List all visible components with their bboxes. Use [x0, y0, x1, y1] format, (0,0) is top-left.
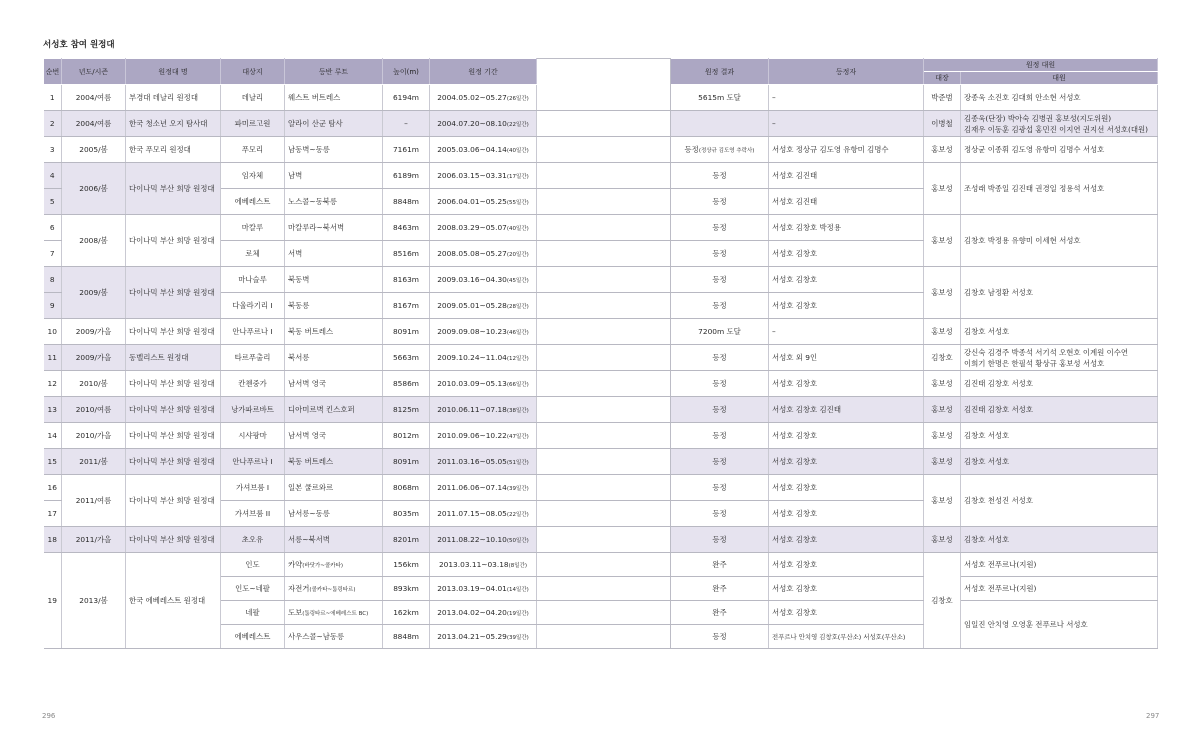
cell-target: 네팔 [221, 601, 285, 625]
cell-team: 다이나믹 부산 희망 원정대 [126, 423, 221, 449]
cell-target: 파미르고원 [221, 111, 285, 137]
header-season: 년도/시즌 [62, 59, 126, 85]
table-row [44, 215, 1158, 241]
cell-height: 8035m [383, 501, 430, 527]
cell-team: 부경대 데날리 원정대 [126, 85, 221, 111]
cell-no: 15 [44, 449, 62, 475]
page-gutter [537, 59, 671, 85]
table-row [44, 423, 1158, 449]
cell-result: 등정 [671, 241, 769, 267]
cell-summiteers: 서성호 김창호 [769, 475, 924, 501]
cell-result: 등정 [671, 527, 769, 553]
cell-result: 등정 [671, 293, 769, 319]
cell-leader: 김창호 [924, 345, 961, 371]
cell-period: 2011.07.15~08.05(22일간) [430, 501, 537, 527]
cell-summiteers: 서성호 외 9인 [769, 345, 924, 371]
cell-target: 인도~네팔 [221, 577, 285, 601]
cell-team: 다이나믹 부산 희망 원정대 [126, 163, 221, 215]
cell-period: 2011.08.22~10.10(50일간) [430, 527, 537, 553]
cell-height: 8848m [383, 625, 430, 649]
cell-height: 8848m [383, 189, 430, 215]
cell-height: 6194m [383, 85, 430, 111]
cell-period: 2010.09.06~10.22(47일간) [430, 423, 537, 449]
cell-period: 2006.03.15~03.31(17일간) [430, 163, 537, 189]
cell-height: 8012m [383, 423, 430, 449]
cell-summiteers: 서성호 김창호 [769, 371, 924, 397]
cell-target: 임자체 [221, 163, 285, 189]
cell-result: 등정 [671, 475, 769, 501]
cell-members: 김창호 서성호 [961, 449, 1158, 475]
cell-summiteers: 서성호 김창호 [769, 293, 924, 319]
header-target: 대상지 [221, 59, 285, 85]
cell-target: 타르푸출리 [221, 345, 285, 371]
header-no: 순번 [44, 59, 62, 85]
cell-period: 2010.03.09~05.13(66일간) [430, 371, 537, 397]
cell-height: 6189m [383, 163, 430, 189]
cell-target: 데날리 [221, 85, 285, 111]
cell-season: 2008/봄 [62, 215, 126, 267]
cell-route: 남서벽 영국 [285, 423, 383, 449]
cell-leader: 홍보성 [924, 371, 961, 397]
cell-leader: 홍보성 [924, 267, 961, 319]
cell-summiteers: 전푸르나 안치영 김창호(무산소) 서성호(무산소) [769, 625, 924, 649]
cell-leader: 홍보성 [924, 163, 961, 215]
cell-members: 김창호 서성호 [961, 527, 1158, 553]
cell-route: 서벽 [285, 241, 383, 267]
cell-period: 2005.03.06~04.14(40일간) [430, 137, 537, 163]
header-route: 등반 루트 [285, 59, 383, 85]
cell-result: 등정 [671, 371, 769, 397]
cell-summiteers: – [769, 319, 924, 345]
cell-no: 12 [44, 371, 62, 397]
cell-result: 등정 [671, 625, 769, 649]
cell-height: 8091m [383, 319, 430, 345]
cell-team: 다이나믹 부산 희망 원정대 [126, 267, 221, 319]
cell-route: 북서릉 [285, 345, 383, 371]
cell-no: 10 [44, 319, 62, 345]
page-number-right: 297 [1146, 712, 1160, 720]
cell-route: 마칼루라~북서벽 [285, 215, 383, 241]
cell-period: 2010.06.11~07.18(38일간) [430, 397, 537, 423]
cell-season: 2009/가을 [62, 319, 126, 345]
cell-result: 등정 [671, 449, 769, 475]
cell-route: 노스콜~동북릉 [285, 189, 383, 215]
cell-season: 2009/봄 [62, 267, 126, 319]
table-row [44, 85, 1158, 111]
cell-summiteers: 서성호 김창호 [769, 423, 924, 449]
page-title: 서성호 참여 원정대 [43, 40, 115, 50]
header-members-group: 원정 대원 [924, 59, 1158, 72]
cell-members: 김창호 박정용 유향미 이세현 서성호 [961, 215, 1158, 267]
cell-team: 한국 에베레스트 원정대 [126, 553, 221, 649]
cell-result: 등정(정상규 김도영 추락사) [671, 137, 769, 163]
cell-height: 7161m [383, 137, 430, 163]
cell-route: 북동벽 [285, 267, 383, 293]
page-number-left: 296 [42, 712, 56, 720]
cell-season: 2006/봄 [62, 163, 126, 215]
cell-result: 완주 [671, 577, 769, 601]
cell-no: 19 [44, 553, 62, 649]
cell-summiteers: 서성호 김창호 [769, 501, 924, 527]
cell-result: 7200m 도달 [671, 319, 769, 345]
cell-period: 2013.04.21~05.29(39일간) [430, 625, 537, 649]
cell-route: 서릉~북서벽 [285, 527, 383, 553]
header-height: 높이(m) [383, 59, 430, 85]
table-row [44, 527, 1158, 553]
cell-route: 북동 버트레스 [285, 319, 383, 345]
cell-season: 2011/가을 [62, 527, 126, 553]
table-row [44, 319, 1158, 345]
cell-no: 18 [44, 527, 62, 553]
cell-height: 162km [383, 601, 430, 625]
cell-members: 김진태 김창호 서성호 [961, 397, 1158, 423]
cell-season: 2011/봄 [62, 449, 126, 475]
cell-members: 강신숙 김경주 박종석 서기석 오현호 이계원 이수연 이희기 한명은 한필석 황상규 홍보성 서성호 [961, 345, 1158, 371]
cell-leader: 김창호 [924, 553, 961, 649]
cell-leader: 홍보성 [924, 319, 961, 345]
cell-result [671, 111, 769, 137]
cell-result: 5615m 도달 [671, 85, 769, 111]
header-summiteers: 등정자 [769, 59, 924, 85]
cell-summiteers: 서성호 김창호 [769, 601, 924, 625]
cell-route: 사우스콜~남동릉 [285, 625, 383, 649]
header-leader: 대장 [924, 72, 961, 85]
cell-leader: 홍보성 [924, 137, 961, 163]
cell-members: 김진태 김창호 서성호 [961, 371, 1158, 397]
cell-season: 2010/봄 [62, 371, 126, 397]
cell-summiteers: – [769, 111, 924, 137]
cell-members: 김창호 서성호 [961, 423, 1158, 449]
cell-result: 등정 [671, 215, 769, 241]
table-row [44, 163, 1158, 189]
cell-leader: 박준범 [924, 85, 961, 111]
cell-no: 9 [44, 293, 62, 319]
cell-result: 완주 [671, 601, 769, 625]
cell-period: 2013.03.11~03.18(8일간) [430, 553, 537, 577]
cell-result: 등정 [671, 267, 769, 293]
table-row [44, 345, 1158, 371]
cell-summiteers: 서성호 김창호 박정용 [769, 215, 924, 241]
cell-target: 시샤팡마 [221, 423, 285, 449]
cell-period: 2013.04.02~04.20(19일간) [430, 601, 537, 625]
cell-summiteers: 서성호 김창호 김진태 [769, 397, 924, 423]
cell-summiteers: – [769, 85, 924, 111]
cell-period: 2011.03.16~05.05(51일간) [430, 449, 537, 475]
cell-team: 다이나믹 부산 희망 원정대 [126, 527, 221, 553]
header-members: 대원 [961, 72, 1158, 85]
cell-height: 8463m [383, 215, 430, 241]
cell-no: 7 [44, 241, 62, 267]
cell-no: 13 [44, 397, 62, 423]
cell-leader: 홍보성 [924, 423, 961, 449]
cell-no: 5 [44, 189, 62, 215]
cell-period: 2009.10.24~11.04(12일간) [430, 345, 537, 371]
cell-result: 등정 [671, 423, 769, 449]
cell-period: 2008.05.08~05.27(20일간) [430, 241, 537, 267]
cell-leader: 홍보성 [924, 449, 961, 475]
cell-target: 다울라기리 I [221, 293, 285, 319]
cell-team: 다이나믹 부산 희망 원정대 [126, 397, 221, 423]
cell-route: 북동 버트레스 [285, 449, 383, 475]
cell-route: 일본 쿨르와르 [285, 475, 383, 501]
cell-route: 도보(툼링타르~에베레스트 BC) [285, 601, 383, 625]
cell-height: 8091m [383, 449, 430, 475]
cell-height: 8201m [383, 527, 430, 553]
cell-team: 한국 청소년 오지 탐사대 [126, 111, 221, 137]
cell-period: 2013.03.19~04.01(14일간) [430, 577, 537, 601]
cell-period: 2006.04.01~05.25(55일간) [430, 189, 537, 215]
cell-members: 김창호 남정환 서성호 [961, 267, 1158, 319]
cell-season: 2010/가을 [62, 423, 126, 449]
cell-height: 8068m [383, 475, 430, 501]
cell-route: 남서벽 영국 [285, 371, 383, 397]
table-row [44, 553, 1158, 577]
cell-team: 다이나믹 부산 희망 원정대 [126, 319, 221, 345]
cell-leader: 홍보성 [924, 527, 961, 553]
cell-result: 완주 [671, 553, 769, 577]
cell-members: 서성호 전푸르나(지원) [961, 553, 1158, 577]
cell-height: – [383, 111, 430, 137]
cell-no: 3 [44, 137, 62, 163]
cell-target: 에베레스트 [221, 625, 285, 649]
cell-summiteers: 서성호 김창호 [769, 577, 924, 601]
cell-target: 가셔브룸 I [221, 475, 285, 501]
cell-members: 서성호 전푸르나(지원) [961, 577, 1158, 601]
cell-result: 등정 [671, 345, 769, 371]
cell-height: 8163m [383, 267, 430, 293]
cell-summiteers: 서성호 김진태 [769, 189, 924, 215]
cell-summiteers: 서성호 김창호 [769, 449, 924, 475]
cell-season: 2013/봄 [62, 553, 126, 649]
cell-team: 동벨리스트 원정대 [126, 345, 221, 371]
cell-target: 초오유 [221, 527, 285, 553]
cell-leader: 이병철 [924, 111, 961, 137]
cell-team: 다이나믹 부산 희망 원정대 [126, 371, 221, 397]
cell-target: 마나슬루 [221, 267, 285, 293]
cell-season: 2011/여름 [62, 475, 126, 527]
cell-target: 에베레스트 [221, 189, 285, 215]
cell-target: 안나푸르나 I [221, 319, 285, 345]
cell-target: 낭가파르바트 [221, 397, 285, 423]
cell-leader: 홍보성 [924, 475, 961, 527]
table-row [44, 449, 1158, 475]
cell-period: 2009.03.16~04.30(45일간) [430, 267, 537, 293]
cell-summiteers: 서성호 김창호 [769, 553, 924, 577]
cell-summiteers: 서성호 김창호 [769, 241, 924, 267]
cell-route: 카약(바닷가~콜카타) [285, 553, 383, 577]
cell-target: 인도 [221, 553, 285, 577]
cell-route: 남동벽~동릉 [285, 137, 383, 163]
cell-members: 김창호 서성호 [961, 319, 1158, 345]
cell-summiteers: 서성호 정상규 김도영 유항미 김명수 [769, 137, 924, 163]
cell-leader: 홍보성 [924, 397, 961, 423]
cell-route: 남서릉~동릉 [285, 501, 383, 527]
cell-route: 웨스트 버트레스 [285, 85, 383, 111]
cell-members: 조성래 박종일 김진태 권경일 정용석 서성호 [961, 163, 1158, 215]
cell-no: 17 [44, 501, 62, 527]
cell-route: 디아미르벽 킨스호퍼 [285, 397, 383, 423]
cell-no: 1 [44, 85, 62, 111]
cell-height: 893km [383, 577, 430, 601]
cell-route: 알라이 산군 탐사 [285, 111, 383, 137]
cell-season: 2004/여름 [62, 111, 126, 137]
cell-period: 2008.03.29~05.07(40일간) [430, 215, 537, 241]
cell-height: 8125m [383, 397, 430, 423]
cell-summiteers: 서성호 김창호 [769, 527, 924, 553]
cell-period: 2004.05.02~05.27(26일간) [430, 85, 537, 111]
cell-team: 한국 푸모리 원정대 [126, 137, 221, 163]
cell-season: 2005/봄 [62, 137, 126, 163]
header-team: 원정대 명 [126, 59, 221, 85]
table-row [44, 397, 1158, 423]
cell-members: 김종욱(단장) 박아숙 김병권 홍보성(지도위원) 김재우 이동훈 김광섭 홍민진 이지연 권지선 서성호(대원) [961, 111, 1158, 137]
table-row [44, 111, 1158, 137]
cell-no: 16 [44, 475, 62, 501]
table-row [44, 267, 1158, 293]
cell-no: 8 [44, 267, 62, 293]
table-row [44, 475, 1158, 501]
cell-route: 남벽 [285, 163, 383, 189]
cell-period: 2009.09.08~10.23(46일간) [430, 319, 537, 345]
cell-no: 11 [44, 345, 62, 371]
cell-target: 가셔브룸 II [221, 501, 285, 527]
cell-summiteers: 서성호 김창호 [769, 267, 924, 293]
cell-season: 2004/여름 [62, 85, 126, 111]
cell-route: 자전거(콜카타~툼링타르) [285, 577, 383, 601]
cell-target: 안나푸르나 I [221, 449, 285, 475]
cell-height: 8516m [383, 241, 430, 267]
cell-team: 다이나믹 부산 희망 원정대 [126, 449, 221, 475]
cell-summiteers: 서성호 김진태 [769, 163, 924, 189]
cell-no: 2 [44, 111, 62, 137]
cell-height: 5663m [383, 345, 430, 371]
cell-period: 2004.07.20~08.10(22일간) [430, 111, 537, 137]
table-row [44, 371, 1158, 397]
cell-members: 임일진 안치영 오영훈 전푸르나 서성호 [961, 601, 1158, 649]
cell-members: 장종욱 소진호 김대희 안소현 서성호 [961, 85, 1158, 111]
expedition-table [43, 58, 1158, 649]
cell-height: 8586m [383, 371, 430, 397]
cell-team: 다이나믹 부산 희망 원정대 [126, 475, 221, 527]
cell-height: 8167m [383, 293, 430, 319]
cell-target: 푸모리 [221, 137, 285, 163]
cell-no: 4 [44, 163, 62, 189]
cell-season: 2009/가을 [62, 345, 126, 371]
cell-team: 다이나믹 부산 희망 원정대 [126, 215, 221, 267]
cell-height: 156km [383, 553, 430, 577]
cell-result: 등정 [671, 163, 769, 189]
cell-members: 김창호 천성진 서성호 [961, 475, 1158, 527]
header-period: 원정 기간 [430, 59, 537, 85]
cell-target: 로체 [221, 241, 285, 267]
cell-target: 칸첸중가 [221, 371, 285, 397]
cell-leader: 홍보성 [924, 215, 961, 267]
cell-members: 정상균 이종휘 김도영 유항미 김명수 서성호 [961, 137, 1158, 163]
cell-period: 2009.05.01~05.28(28일간) [430, 293, 537, 319]
header-result: 원정 결과 [671, 59, 769, 85]
cell-result: 등정 [671, 189, 769, 215]
cell-route: 북동릉 [285, 293, 383, 319]
cell-result: 등정 [671, 397, 769, 423]
cell-target: 마칼루 [221, 215, 285, 241]
cell-period: 2011.06.06~07.14(39일간) [430, 475, 537, 501]
cell-no: 14 [44, 423, 62, 449]
cell-result: 등정 [671, 501, 769, 527]
table-row [44, 137, 1158, 163]
cell-season: 2010/여름 [62, 397, 126, 423]
cell-no: 6 [44, 215, 62, 241]
